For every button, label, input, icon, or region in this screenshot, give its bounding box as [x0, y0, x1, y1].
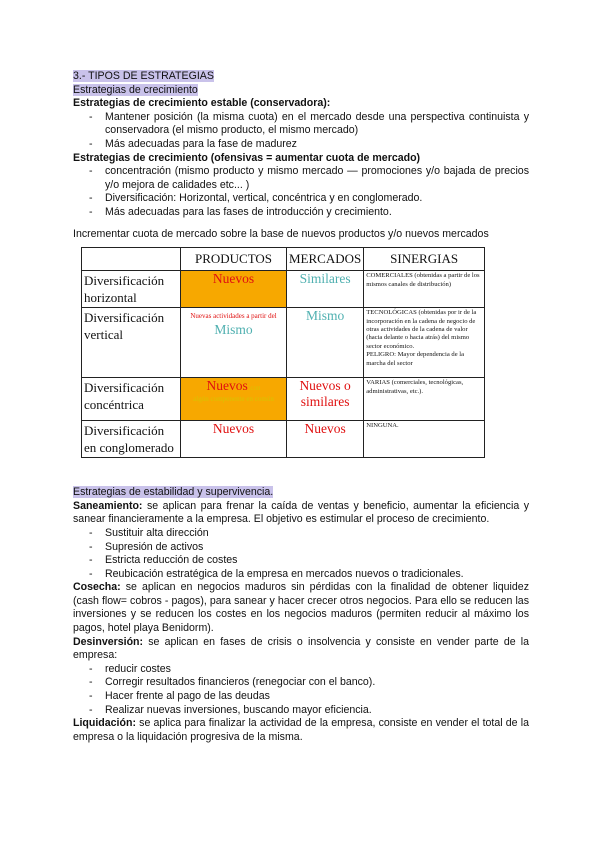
list-item: - Realizar nuevas inversiones, buscando mayor eficiencia. — [73, 704, 529, 718]
synergy-cell: COMERCIALES (obtenidas a partir de los mismos canales de distribución) — [364, 271, 485, 308]
offensive-list — [73, 165, 529, 219]
product-cell: Nuevos — [181, 421, 287, 458]
saneamiento-paragraph: Saneamiento: se aplican para frenar la caída de ventas y beneficio, aumentar la eficiencia y sanear financieramente a la empresa. El objetivo es estimular el proceso de crecimiento. — [73, 499, 529, 526]
market-cell: Nuevos o similares — [287, 378, 364, 421]
row-label: Diversificación en conglomerado — [82, 421, 181, 458]
list-item: - Corregir resultados financieros (renegociar con el banco). — [73, 676, 529, 690]
growth-intro: Incrementar cuota de mercado sobre la base de nuevos productos y/o nuevos mercados — [73, 227, 489, 240]
desinversion-list — [73, 663, 529, 717]
list-item: - Más adecuadas para la fase de madurez — [73, 138, 529, 152]
synergy-cell: VARIAS (comerciales, tecnológicas, administrativas, etc.). — [364, 378, 485, 421]
market-cell: Nuevos — [287, 421, 364, 458]
header-productos: PRODUCTOS — [181, 248, 287, 271]
list-item: - Mantener posición (la misma cuota) en el mercado desde una perspectiva continuista y conservadora (el mismo producto, el mismo mercado) — [73, 111, 529, 138]
section-title: 3.- TIPOS DE ESTRATEGIAS — [73, 70, 214, 82]
table-row — [82, 421, 485, 458]
stable-list — [73, 111, 529, 152]
list-item: - Reubicación estratégica de la empresa en mercados nuevos o tradicionales. — [73, 568, 529, 582]
table-corner — [82, 248, 181, 271]
table-header-row — [82, 248, 485, 271]
table-row — [82, 271, 485, 308]
stable-title: Estrategias de crecimiento estable (conservadora): — [73, 97, 331, 110]
product-cell: Nuevas actividades a partir del Mismo — [181, 308, 287, 378]
product-cell: Nuevos con algún componente en común — [181, 378, 287, 421]
strategy-table — [81, 247, 485, 458]
list-item: - Sustituir alta dirección — [73, 527, 529, 541]
document-page — [73, 70, 529, 744]
stability-heading: Estrategias de estabilidad y supervivencia. — [73, 486, 274, 499]
synergy-cell: NINGUNA. — [364, 421, 485, 458]
list-item: - concentración (mismo producto y mismo mercado — promociones y/o bajada de precios y/o mejora de calidades etc... ) — [73, 165, 529, 192]
product-cell: Nuevos — [181, 271, 287, 308]
list-item: - Hacer frente al pago de las deudas — [73, 690, 529, 704]
table-row — [82, 378, 485, 421]
market-cell: Mismo — [287, 308, 364, 378]
header-mercados: MERCADOS — [287, 248, 364, 271]
synergy-cell: TECNOLÓGICAS (obtenidas por ir de la incorporación en la cadena de negocio de otras actividades de la cadena de valor (hacia delante o hacia atrás) del mismo sector económico. PELIGRO: Mayor dependencia de la marcha del sector — [364, 308, 485, 378]
list-item: - Diversificación: Horizontal, vertical, concéntrica y en conglomerado. — [73, 192, 529, 206]
liquidacion-paragraph: Liquidación: se aplica para finalizar la actividad de la empresa, consiste en vender el total de la empresa o la liquidación progresiva de la misma. — [73, 717, 529, 743]
offensive-title: Estrategias de crecimiento (ofensivas = aumentar cuota de mercado) — [73, 151, 421, 164]
row-label: Diversificación concéntrica — [82, 378, 181, 421]
list-item: - Estricta reducción de costes — [73, 554, 529, 568]
growth-heading: Estrategias de crecimiento — [73, 83, 198, 96]
row-label: Diversificación horizontal — [82, 271, 181, 308]
market-cell: Similares — [287, 271, 364, 308]
desinversion-paragraph: Desinversión: se aplican en fases de crisis o insolvencia y consiste en vender parte de la empresa: — [73, 635, 529, 662]
saneamiento-list — [73, 527, 529, 581]
cosecha-paragraph: Cosecha: se aplican en negocios maduros sin pérdidas con la finalidad de obtener liquidez (cash flow= cobros - pagos), para sanear y hacer crecer otros negocios. Para ello se reducen las inversiones y se reducen los costes en los negocios maduros (permiten reducir al máximo los pagos, hotel playa Benidorm). — [73, 581, 529, 635]
list-item: - Más adecuadas para las fases de introducción y crecimiento. — [73, 206, 529, 220]
list-item: - reducir costes — [73, 663, 529, 677]
list-item: - Supresión de activos — [73, 541, 529, 555]
header-sinergias: SINERGIAS — [364, 248, 485, 271]
row-label: Diversificación vertical — [82, 308, 181, 378]
table-row — [82, 308, 485, 378]
